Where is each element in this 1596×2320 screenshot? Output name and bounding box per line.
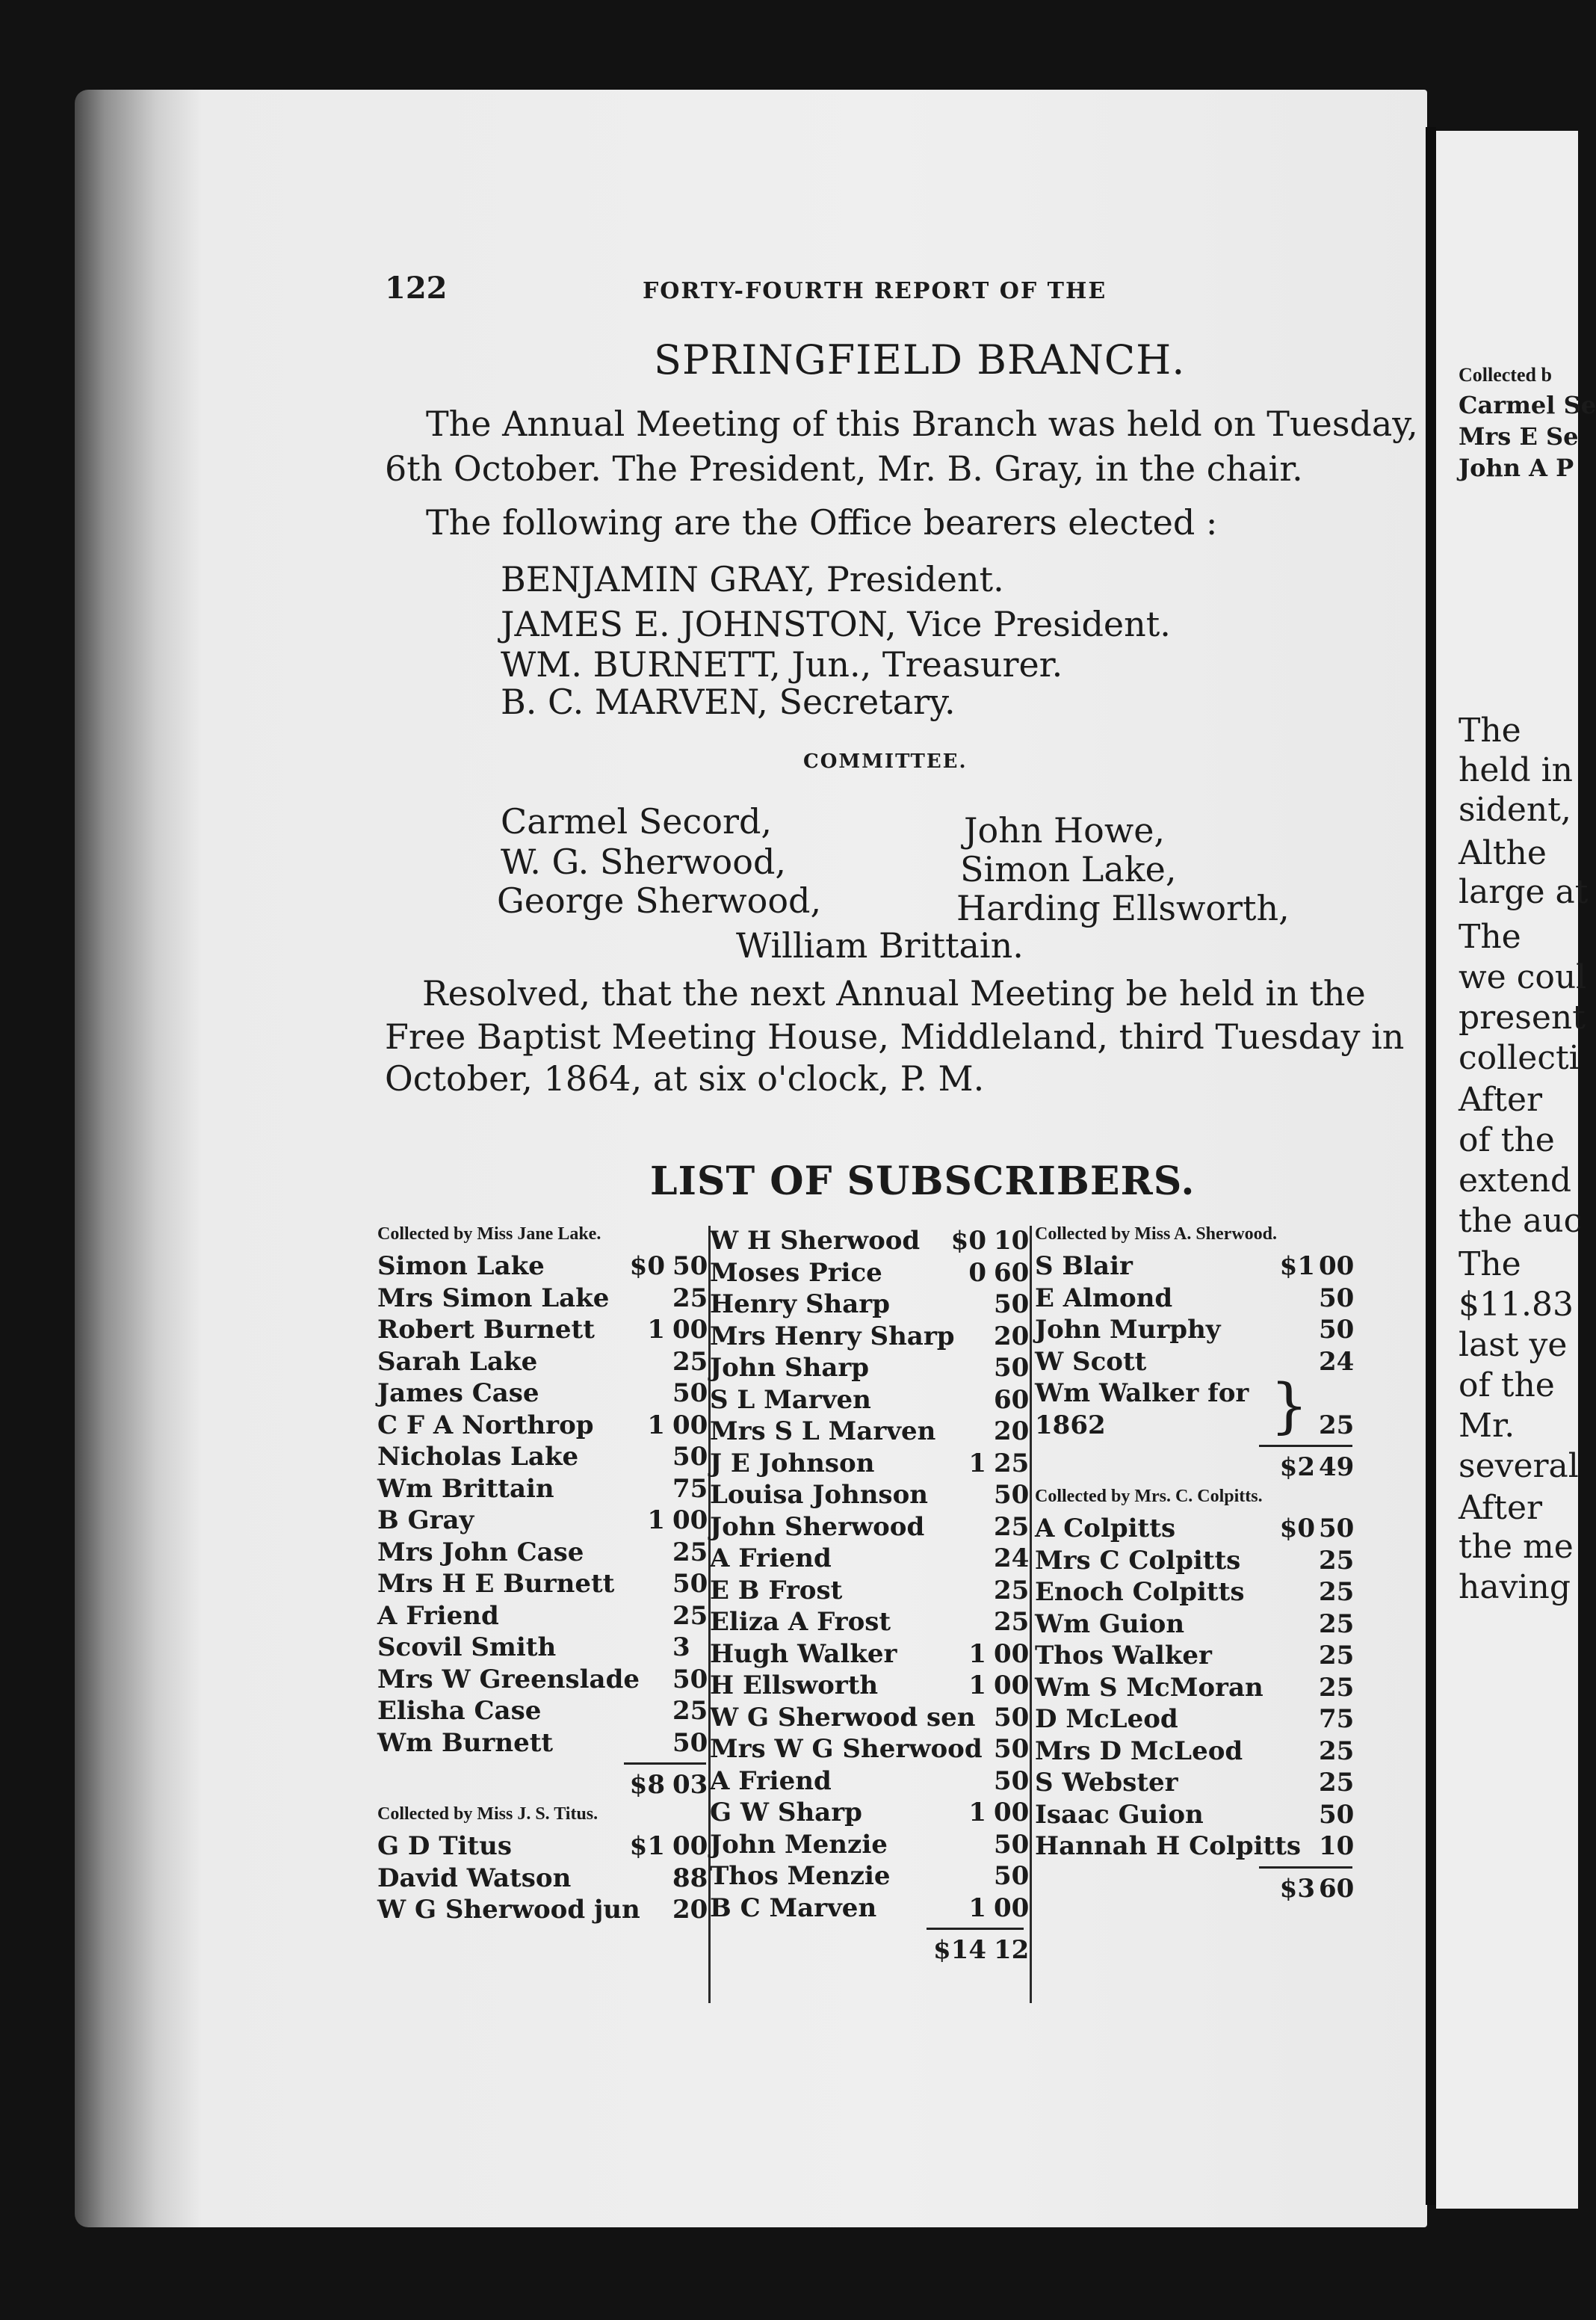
subscriber-name: E Almond bbox=[1035, 1283, 1173, 1313]
subscriber-name: B Gray bbox=[377, 1505, 474, 1535]
facing-page-line: The bbox=[1459, 918, 1521, 956]
subscriber-name: G D Titus bbox=[377, 1831, 512, 1861]
amount-cents: 50 bbox=[1319, 1315, 1355, 1345]
amount-cents: 25 bbox=[1319, 1641, 1355, 1670]
subscriber-row bbox=[710, 1798, 1030, 1830]
subscriber-name: W G Sherwood sen bbox=[710, 1702, 976, 1733]
committee-member: W. G. Sherwood, bbox=[501, 842, 787, 882]
amount-cents: 25 bbox=[994, 1511, 1030, 1542]
amount-cents: 50 bbox=[994, 1829, 1030, 1860]
amount-dollars: 1 bbox=[647, 1410, 665, 1440]
subscriber-name: Elisha Case bbox=[377, 1696, 542, 1726]
subscriber-row bbox=[1035, 1577, 1356, 1609]
running-head: FORTY-FOURTH REPORT OF THE bbox=[643, 278, 1107, 304]
total-rule bbox=[1259, 1866, 1352, 1869]
facing-page-line: The bbox=[1459, 712, 1521, 750]
subscriber-name: Mrs W Greenslade bbox=[377, 1664, 640, 1694]
amount-cents: 10 bbox=[994, 1226, 1030, 1256]
subscriber-row bbox=[377, 1601, 706, 1633]
facing-page-line: After bbox=[1459, 1489, 1543, 1527]
amount-cents: 75 bbox=[1319, 1704, 1355, 1734]
amount-cents: 03 bbox=[672, 1770, 708, 1800]
facing-page-line: last ye bbox=[1459, 1326, 1568, 1364]
subscriber-row bbox=[710, 1861, 1030, 1893]
amount-cents: 25 bbox=[994, 1607, 1030, 1637]
subscriber-row bbox=[1035, 1831, 1356, 1863]
collector-heading: Collected by Mrs. C. Colpitts. bbox=[1035, 1487, 1263, 1506]
subscriber-row bbox=[710, 1543, 1030, 1576]
subscriber-row bbox=[377, 1283, 706, 1315]
subscriber-name: G W Sharp bbox=[710, 1798, 862, 1827]
subscriber-name: Mrs C Colpitts bbox=[1035, 1545, 1241, 1576]
facing-page-line: extend bbox=[1459, 1161, 1572, 1200]
subscriber-name: E B Frost bbox=[710, 1575, 843, 1605]
officer-line: BENJAMIN GRAY, President. bbox=[501, 559, 1004, 599]
subscriber-name: S L Marven bbox=[710, 1384, 871, 1415]
facing-page-line: Mrs E Se bbox=[1459, 422, 1579, 451]
subscriber-column-2 bbox=[710, 1224, 1030, 1969]
subscriber-row bbox=[710, 1511, 1030, 1544]
subscriber-row bbox=[1035, 1315, 1356, 1347]
subscriber-name: S Blair bbox=[1035, 1251, 1133, 1281]
subscriber-row bbox=[1035, 1736, 1356, 1768]
amount-dollars: $8 bbox=[629, 1770, 665, 1800]
subscriber-row bbox=[377, 1831, 706, 1863]
amount-dollars: 1 bbox=[968, 1670, 986, 1700]
subscriber-row bbox=[710, 1321, 1030, 1354]
column-total bbox=[710, 1935, 1030, 1967]
amount-cents: 50 bbox=[994, 1861, 1030, 1891]
subscriber-name: Mrs S L Marven bbox=[710, 1416, 936, 1446]
amount-dollars: $1 bbox=[629, 1831, 665, 1861]
subscriber-name: A Friend bbox=[710, 1543, 832, 1573]
subscriber-row bbox=[377, 1378, 706, 1410]
branch-title: SPRINGFIELD BRANCH. bbox=[654, 336, 1186, 383]
amount-cents: 25 bbox=[1319, 1608, 1355, 1639]
subscriber-name: Thos Menzie bbox=[710, 1861, 891, 1891]
facing-page-line: $11.83 bbox=[1459, 1286, 1574, 1324]
facing-page-line: sident, bbox=[1459, 791, 1571, 829]
total-rule bbox=[1259, 1445, 1352, 1447]
amount-cents: 50 bbox=[672, 1664, 708, 1694]
amount-cents: 50 bbox=[1319, 1283, 1355, 1313]
amount-cents: 25 bbox=[1319, 1672, 1355, 1703]
amount-cents: 00 bbox=[994, 1670, 1030, 1700]
officer-line: JAMES E. JOHNSTON, Vice President. bbox=[501, 604, 1171, 644]
amount-cents: 10 bbox=[1319, 1831, 1355, 1861]
amount-cents: 25 bbox=[1319, 1577, 1355, 1607]
subscriber-row bbox=[377, 1410, 706, 1443]
amount-cents: 00 bbox=[672, 1315, 708, 1345]
subscriber-row bbox=[710, 1353, 1030, 1385]
subscriber-row bbox=[710, 1765, 1030, 1798]
subscriber-name: John Sherwood bbox=[710, 1511, 925, 1542]
subscriber-name: H Ellsworth bbox=[710, 1670, 879, 1700]
collector-heading: Collected by Miss Jane Lake. bbox=[377, 1224, 601, 1244]
committee-member: Carmel Secord, bbox=[501, 801, 773, 842]
subscriber-row bbox=[377, 1696, 706, 1728]
committee-member: George Sherwood, bbox=[497, 880, 822, 921]
subscriber-name: Thos Walker bbox=[1035, 1641, 1212, 1670]
subscriber-name: B C Marven bbox=[710, 1892, 877, 1923]
amount-cents: 00 bbox=[994, 1892, 1030, 1923]
amount-cents: 50 bbox=[1319, 1799, 1355, 1830]
facing-page-line: Carmel Se bbox=[1459, 391, 1596, 419]
subscriber-name: S Webster bbox=[1035, 1768, 1178, 1798]
amount-cents: 00 bbox=[994, 1798, 1030, 1827]
amount-cents: 50 bbox=[672, 1378, 708, 1408]
subscriber-name: Wm Burnett bbox=[377, 1727, 554, 1758]
facing-page-line: having bbox=[1459, 1568, 1571, 1606]
amount-cents: 88 bbox=[672, 1863, 708, 1893]
amount-cents: 24 bbox=[994, 1543, 1030, 1573]
subscriber-column-3 bbox=[1035, 1224, 1356, 1908]
subscriber-row bbox=[710, 1670, 1030, 1703]
subscriber-name: Mrs John Case bbox=[377, 1537, 584, 1567]
amount-cents: 25 bbox=[672, 1600, 708, 1631]
amount-cents: 00 bbox=[672, 1410, 708, 1440]
subscriber-name: Wm Brittain bbox=[377, 1473, 554, 1504]
subscriber-name: D McLeod bbox=[1035, 1704, 1178, 1734]
amount-cents: 25 bbox=[994, 1575, 1030, 1605]
subscriber-row bbox=[377, 1347, 706, 1379]
facing-page-line: the auc bbox=[1459, 1202, 1583, 1240]
amount-cents: 60 bbox=[994, 1384, 1030, 1415]
subscriber-row bbox=[377, 1665, 706, 1697]
subscriber-name: Louisa Johnson bbox=[710, 1480, 928, 1510]
facing-page-line: Collected b bbox=[1459, 364, 1552, 386]
amount-cents: 50 bbox=[994, 1734, 1030, 1764]
amount-cents: 25 bbox=[1319, 1768, 1355, 1798]
subscriber-row bbox=[1035, 1768, 1356, 1800]
subscribers-title: LIST OF SUBSCRIBERS. bbox=[650, 1159, 1196, 1204]
resolution-line: Free Baptist Meeting House, Middleland, third Tuesday in bbox=[385, 1016, 1405, 1057]
subscriber-name: Mrs W G Sherwood bbox=[710, 1734, 983, 1764]
amount-dollars: 1 bbox=[647, 1505, 665, 1535]
subscriber-row bbox=[377, 1474, 706, 1506]
amount-cents: 25 bbox=[1319, 1736, 1355, 1766]
facing-page-line: the me bbox=[1459, 1528, 1574, 1566]
amount-cents: 50 bbox=[994, 1353, 1030, 1383]
subscriber-name: John Menzie bbox=[710, 1829, 888, 1860]
intro-line: The Annual Meeting of this Branch was held on Tuesday, bbox=[426, 404, 1418, 444]
subscriber-row bbox=[377, 1632, 706, 1665]
book-gutter bbox=[1426, 127, 1436, 2205]
amount-dollars: $0 bbox=[629, 1251, 665, 1281]
subscriber-name: C F A Northrop bbox=[377, 1410, 594, 1440]
facing-page-line: After bbox=[1459, 1081, 1543, 1119]
total-rule bbox=[927, 1928, 1024, 1930]
facing-page-line: collecti bbox=[1459, 1039, 1580, 1077]
amount-dollars: $3 bbox=[1279, 1873, 1315, 1904]
subscriber-name: Moses Price bbox=[710, 1257, 882, 1288]
subscriber-row bbox=[377, 1569, 706, 1601]
subscriber-name: David Watson bbox=[377, 1863, 572, 1893]
amount-cents: 50 bbox=[994, 1289, 1030, 1319]
subscriber-row bbox=[1035, 1609, 1356, 1641]
subscriber-row bbox=[1035, 1514, 1356, 1546]
subscriber-row bbox=[710, 1480, 1030, 1512]
subscriber-row bbox=[377, 1505, 706, 1537]
amount-cents: 60 bbox=[994, 1257, 1030, 1288]
subscriber-row bbox=[710, 1289, 1030, 1321]
subscriber-name: Nicholas Lake bbox=[377, 1442, 579, 1472]
amount-cents: 00 bbox=[1319, 1251, 1355, 1281]
amount-cents: 25 bbox=[672, 1537, 708, 1567]
subscriber-name: Mrs Henry Sharp bbox=[710, 1321, 955, 1351]
facing-page-line: we coul bbox=[1459, 958, 1587, 996]
amount-dollars: $14 bbox=[933, 1935, 986, 1965]
amount-cents: 25 bbox=[1319, 1410, 1355, 1440]
subscriber-name: James Case bbox=[377, 1378, 539, 1408]
amount-dollars: 0 bbox=[968, 1257, 986, 1288]
column-total bbox=[377, 1770, 706, 1802]
amount-cents: 50 bbox=[672, 1727, 708, 1758]
amount-dollars: 1 bbox=[968, 1798, 986, 1827]
amount-cents: 60 bbox=[1319, 1873, 1355, 1904]
subscriber-name: Hugh Walker bbox=[710, 1638, 897, 1669]
subscriber-name: Simon Lake bbox=[377, 1251, 545, 1281]
facing-page-line: of the bbox=[1459, 1121, 1555, 1159]
officer-line: WM. BURNETT, Jun., Treasurer. bbox=[501, 644, 1063, 685]
subscriber-row bbox=[1035, 1673, 1356, 1705]
subscriber-name: Wm S McMoran bbox=[1035, 1672, 1264, 1703]
facing-page-line: held in bbox=[1459, 751, 1574, 789]
facing-page-line: Mr. bbox=[1459, 1407, 1515, 1445]
amount-cents: 3 bbox=[672, 1632, 690, 1662]
facing-page-line: of the bbox=[1459, 1366, 1555, 1404]
subscriber-row bbox=[710, 1638, 1030, 1671]
committee-member: Simon Lake, bbox=[960, 849, 1177, 889]
subscriber-row bbox=[377, 1315, 706, 1347]
amount-cents: 25 bbox=[994, 1448, 1030, 1478]
amount-dollars: $2 bbox=[1279, 1452, 1315, 1482]
amount-dollars: 1 bbox=[968, 1448, 986, 1478]
subscriber-row bbox=[377, 1728, 706, 1760]
subscriber-row bbox=[377, 1895, 706, 1927]
subscriber-row bbox=[1035, 1641, 1356, 1673]
amount-cents: 00 bbox=[672, 1831, 708, 1861]
subscriber-row bbox=[1035, 1704, 1356, 1736]
subscriber-name: A Colpitts bbox=[1035, 1514, 1176, 1543]
column-total bbox=[1035, 1874, 1356, 1906]
subscriber-name: Hannah H Colpitts bbox=[1035, 1831, 1302, 1861]
subscriber-name: A Friend bbox=[710, 1765, 832, 1796]
facing-page-line: present bbox=[1459, 999, 1586, 1037]
column-divider bbox=[1030, 1226, 1032, 2003]
subscriber-row bbox=[1035, 1800, 1356, 1832]
amount-cents: 50 bbox=[672, 1251, 708, 1281]
facing-page-line: several bbox=[1459, 1447, 1579, 1485]
amount-dollars: 1 bbox=[968, 1892, 986, 1923]
facing-page-line: Althe bbox=[1459, 834, 1547, 872]
amount-cents: 00 bbox=[672, 1505, 708, 1535]
subscriber-row bbox=[710, 1448, 1030, 1481]
amount-cents: 20 bbox=[672, 1895, 708, 1925]
subscriber-row bbox=[710, 1734, 1030, 1766]
committee-member: William Brittain. bbox=[736, 925, 1024, 966]
subscriber-row bbox=[377, 1251, 706, 1283]
subscriber-name: J E Johnson bbox=[710, 1448, 875, 1478]
amount-cents: 12 bbox=[994, 1935, 1030, 1965]
amount-cents: 50 bbox=[994, 1765, 1030, 1796]
subscriber-row bbox=[710, 1829, 1030, 1862]
committee-member: Harding Ellsworth, bbox=[956, 888, 1290, 928]
collector-heading: Collected by Miss A. Sherwood. bbox=[1035, 1224, 1277, 1244]
amount-cents: 75 bbox=[672, 1473, 708, 1504]
amount-cents: 25 bbox=[672, 1696, 708, 1726]
subscriber-row bbox=[710, 1607, 1030, 1639]
subscriber-row bbox=[710, 1892, 1030, 1925]
subscriber-name: Wm Guion bbox=[1035, 1608, 1185, 1639]
committee-member: John Howe, bbox=[964, 810, 1166, 851]
resolution-line: October, 1864, at six o'clock, P. M. bbox=[385, 1058, 985, 1099]
facing-page-line: large at bbox=[1459, 873, 1589, 911]
amount-cents: 24 bbox=[1319, 1346, 1355, 1377]
amount-dollars: 1 bbox=[968, 1638, 986, 1669]
subscriber-name: Mrs D McLeod bbox=[1035, 1736, 1243, 1766]
amount-cents: 49 bbox=[1319, 1452, 1355, 1482]
officer-line: B. C. MARVEN, Secretary. bbox=[501, 682, 956, 722]
amount-dollars: 1 bbox=[647, 1315, 665, 1345]
subscriber-name: Wm Walker for bbox=[1035, 1378, 1249, 1408]
subscriber-name: John Sharp bbox=[710, 1353, 870, 1383]
subscriber-name: Sarah Lake bbox=[377, 1346, 538, 1377]
subscriber-name: John Murphy bbox=[1035, 1315, 1221, 1345]
subscriber-name: Scovil Smith bbox=[377, 1632, 557, 1662]
subscriber-name: Isaac Guion bbox=[1035, 1799, 1204, 1830]
subscriber-name: Robert Burnett bbox=[377, 1315, 595, 1345]
amount-cents: 20 bbox=[994, 1321, 1030, 1351]
total-rule bbox=[624, 1762, 706, 1765]
intro-line: 6th October. The President, Mr. B. Gray, in the chair. bbox=[385, 448, 1303, 489]
collector-heading: Collected by Miss J. S. Titus. bbox=[377, 1804, 598, 1824]
subscriber-row bbox=[710, 1384, 1030, 1417]
amount-cents: 50 bbox=[672, 1569, 708, 1599]
amount-cents: 25 bbox=[1319, 1545, 1355, 1576]
subscriber-name: Eliza A Frost bbox=[710, 1607, 891, 1637]
amount-cents: 50 bbox=[994, 1702, 1030, 1733]
subscriber-row bbox=[710, 1257, 1030, 1290]
facing-page-line: John A P bbox=[1459, 454, 1574, 482]
subscriber-name: Mrs Simon Lake bbox=[377, 1283, 610, 1313]
subscriber-row bbox=[710, 1702, 1030, 1735]
subscriber-row bbox=[1035, 1251, 1356, 1283]
column-total bbox=[1035, 1452, 1356, 1484]
facing-page bbox=[1436, 131, 1596, 2209]
brace-mark: } bbox=[1270, 1371, 1308, 1440]
subscriber-name: 1862 bbox=[1035, 1410, 1106, 1440]
facing-page-line: The bbox=[1459, 1245, 1521, 1283]
subscriber-row bbox=[377, 1537, 706, 1570]
amount-cents: 50 bbox=[1319, 1514, 1355, 1543]
subscriber-row bbox=[1035, 1546, 1356, 1578]
amount-dollars: $0 bbox=[1279, 1514, 1315, 1543]
amount-dollars: $1 bbox=[1279, 1251, 1315, 1281]
subscriber-name: W Scott bbox=[1035, 1346, 1147, 1377]
intro-line: The following are the Office bearers elected : bbox=[426, 502, 1218, 543]
subscriber-name: Henry Sharp bbox=[710, 1289, 890, 1319]
amount-cents: 00 bbox=[994, 1638, 1030, 1669]
subscriber-name: Mrs H E Burnett bbox=[377, 1569, 615, 1599]
subscriber-row bbox=[377, 1442, 706, 1474]
subscriber-row bbox=[1035, 1283, 1356, 1315]
subscriber-row bbox=[377, 1863, 706, 1895]
subscriber-name: Enoch Colpitts bbox=[1035, 1577, 1245, 1607]
resolution-line: Resolved, that the next Annual Meeting be held in the bbox=[422, 973, 1366, 1014]
amount-cents: 50 bbox=[994, 1480, 1030, 1510]
amount-cents: 25 bbox=[672, 1283, 708, 1313]
subscriber-name: W G Sherwood jun bbox=[377, 1895, 640, 1925]
subscriber-row bbox=[710, 1575, 1030, 1608]
committee-heading: COMMITTEE. bbox=[803, 750, 968, 773]
amount-cents: 25 bbox=[672, 1346, 708, 1377]
page-number: 122 bbox=[385, 271, 448, 306]
amount-cents: 20 bbox=[994, 1416, 1030, 1446]
amount-cents: 50 bbox=[672, 1442, 708, 1472]
subscriber-row bbox=[710, 1416, 1030, 1449]
subscriber-name: A Friend bbox=[377, 1600, 499, 1631]
subscriber-name: W H Sherwood bbox=[710, 1226, 921, 1256]
subscriber-column-1 bbox=[377, 1224, 706, 1927]
amount-dollars: $0 bbox=[950, 1226, 986, 1256]
subscriber-row bbox=[710, 1226, 1030, 1258]
